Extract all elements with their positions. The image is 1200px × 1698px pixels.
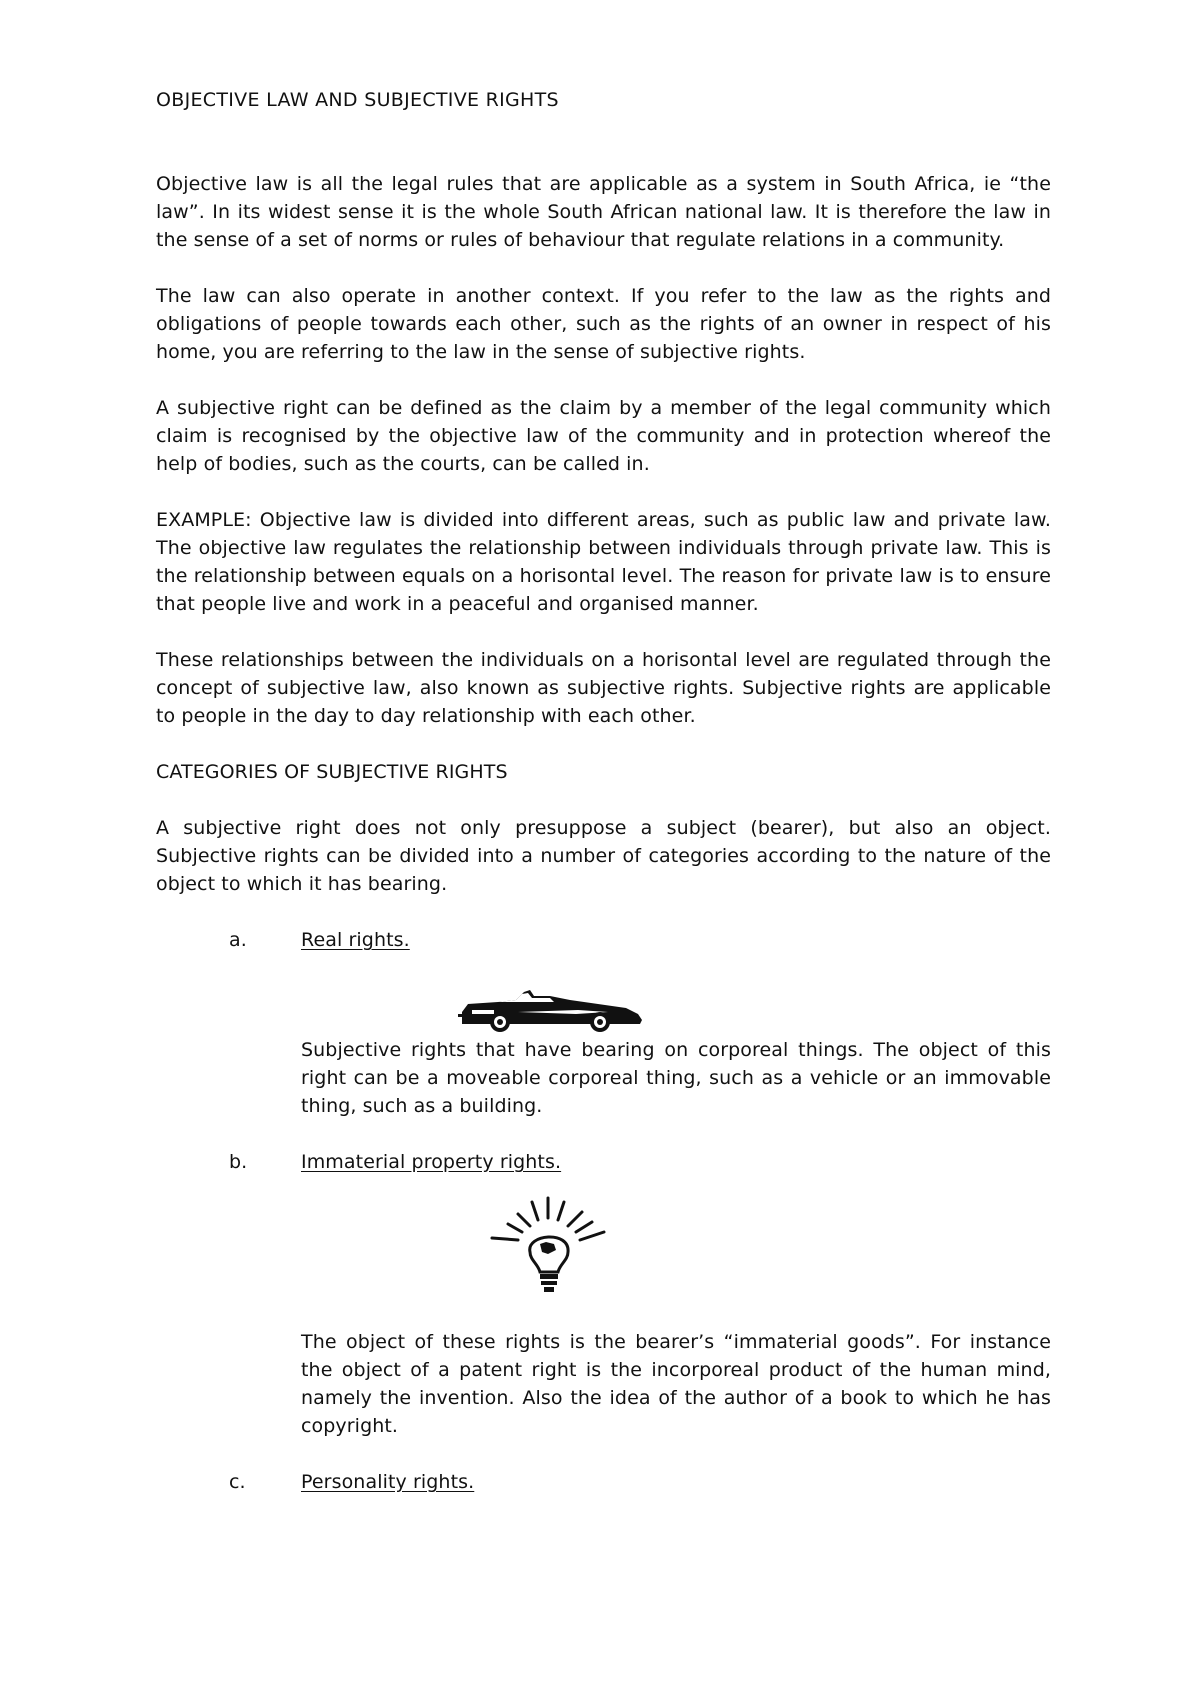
paragraph-subjective-right-definition: A subjective right can be defined as the claim by a member of the legal community which claim is recognised by the objective law of the community and in protection whereof the help of bodies, such as the courts, can be called in. — [156, 397, 1051, 475]
list-item-letter: b. — [229, 1151, 248, 1173]
list-item-personality-rights — [156, 1468, 1051, 1496]
car-icon — [458, 984, 644, 1032]
categories-heading: CATEGORIES OF SUBJECTIVE RIGHTS — [156, 761, 508, 783]
lightbulb-icon — [488, 1196, 608, 1296]
categories-intro: A subjective right does not only presuppose a subject (bearer), but also an object. Subjective rights can be divided into a number of categories according to the nature of the object to which it has bearing. — [156, 817, 1051, 895]
list-item-immaterial-property-rights — [156, 1148, 1051, 1176]
list-item-title: Immaterial property rights. — [301, 1151, 562, 1173]
paragraph-objective-law: Objective law is all the legal rules that are applicable as a system in South Africa, ie “the law”. In its widest sense it is the whole South African national law. It is therefore the law in the sense of a set of norms or rules of behaviour that regulate relations in a community. — [156, 173, 1051, 251]
list-item-real-rights — [156, 926, 1051, 954]
list-item-body: Subjective rights that have bearing on corporeal things. The object of this right can be a moveable corporeal thing, such as a vehicle or an immovable thing, such as a building. — [301, 1039, 1051, 1117]
list-item-title: Real rights. — [301, 929, 410, 951]
paragraph-other-context: The law can also operate in another context. If you refer to the law as the rights and obligations of people towards each other, such as the rights of an owner in respect of his home, you are referring to the law in the sense of subjective rights. — [156, 285, 1051, 363]
paragraph-example: EXAMPLE: Objective law is divided into different areas, such as public law and private law. The objective law regulates the relationship between individuals through private law. This is the relationship between equals on a horisontal level. The reason for private law is to ensure that people live and work in a peaceful and organised manner. — [156, 509, 1051, 615]
list-item-letter: a. — [229, 929, 247, 951]
document-title: OBJECTIVE LAW AND SUBJECTIVE RIGHTS — [156, 89, 559, 111]
paragraph-relationships: These relationships between the individuals on a horisontal level are regulated through the concept of subjective law, also known as subjective rights. Subjective rights are applicable to people in the day to day relationship with each other. — [156, 649, 1051, 727]
list-item-letter: c. — [229, 1471, 246, 1493]
list-item-body: The object of these rights is the bearer’s “immaterial goods”. For instance the object of a patent right is the incorporeal product of the human mind, namely the invention. Also the idea of the author of a book to which he has copyright. — [301, 1331, 1051, 1437]
document-body — [156, 86, 1051, 1496]
list-item-title: Personality rights. — [301, 1471, 475, 1493]
